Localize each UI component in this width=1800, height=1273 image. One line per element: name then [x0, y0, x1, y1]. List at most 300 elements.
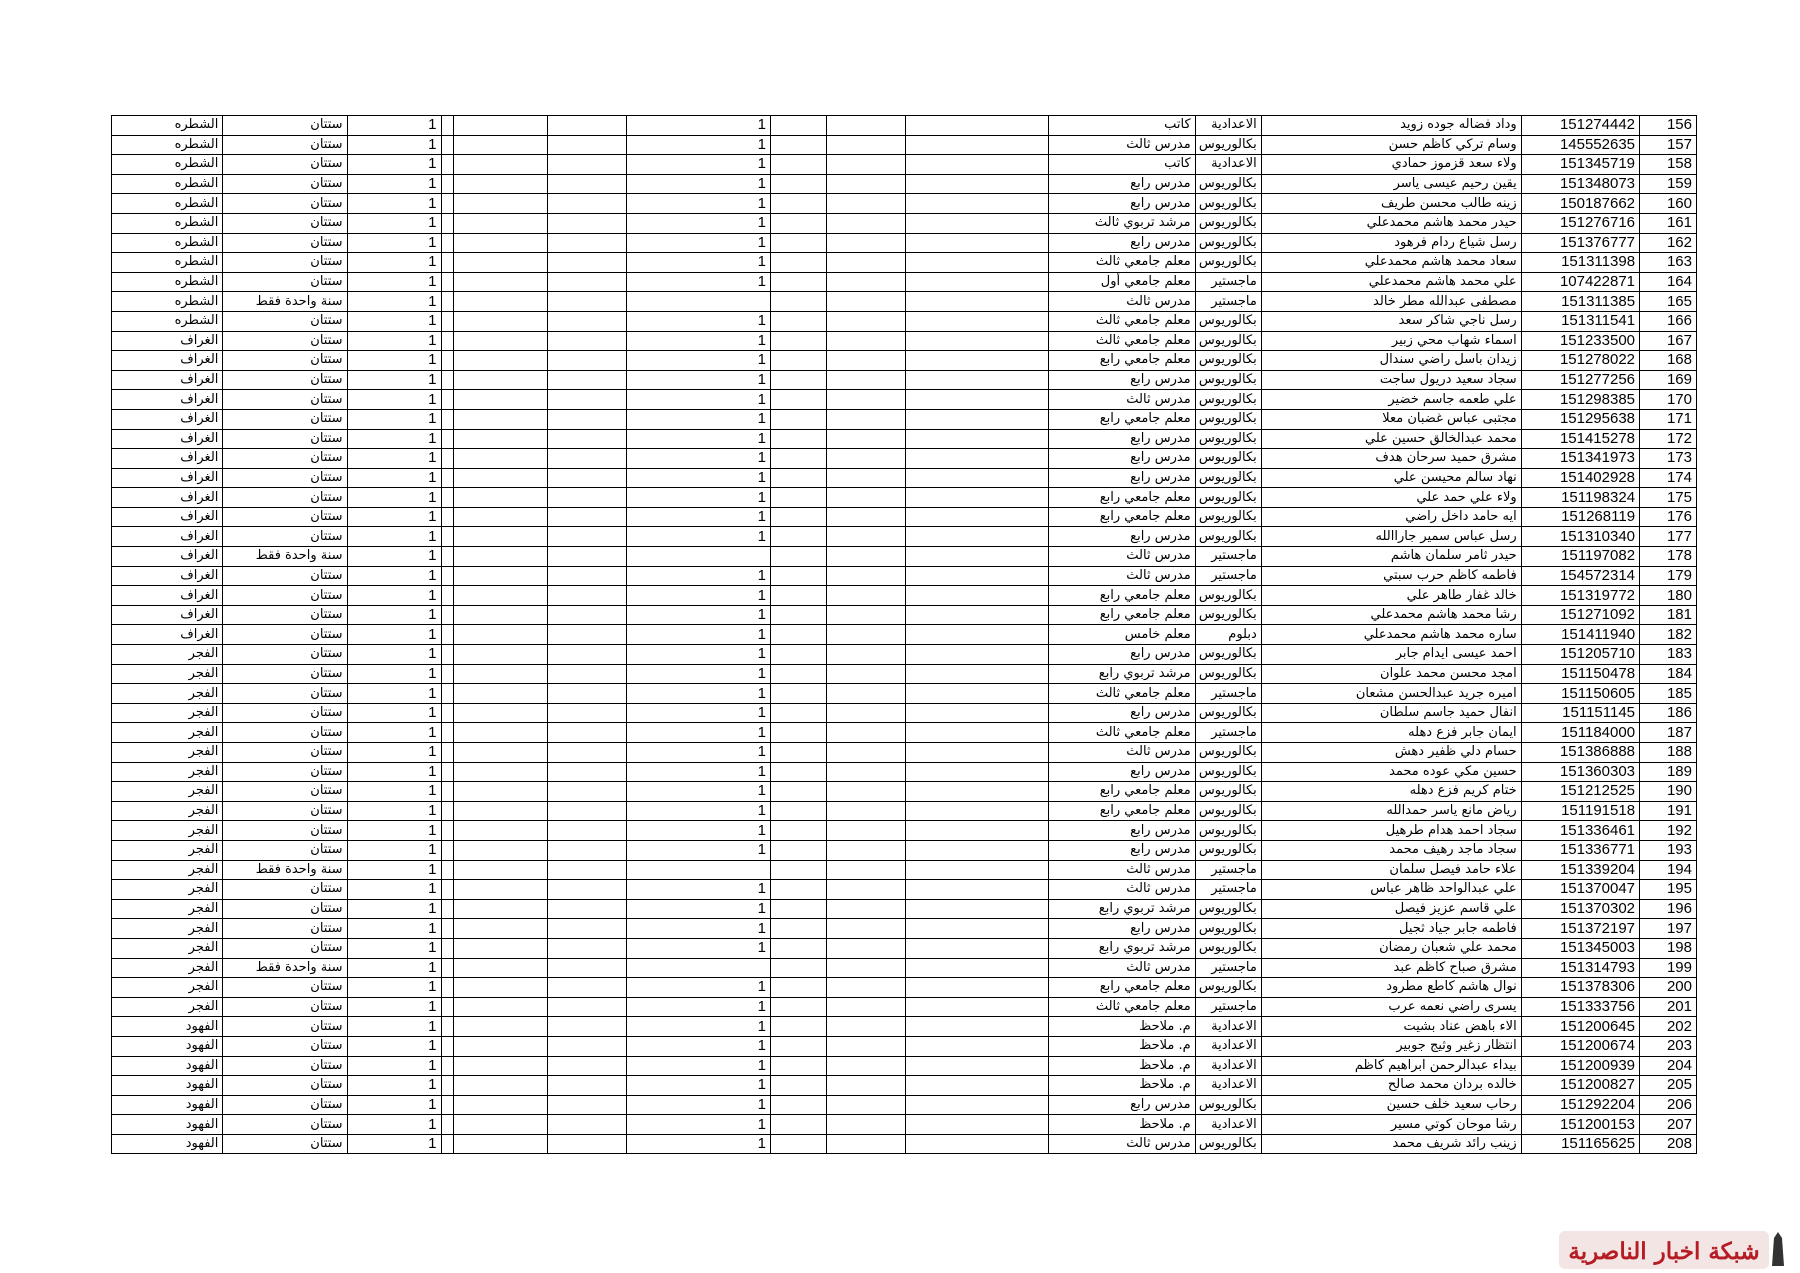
cell-job-title: مدرس رابع — [1049, 1095, 1195, 1115]
cell-full-name: ساره محمد هاشم محمدعلي — [1261, 625, 1521, 645]
table-body — [112, 116, 1697, 1154]
cell-duration: ستتان — [223, 743, 347, 763]
table-row — [112, 1134, 1697, 1154]
cell-blank-e — [826, 1017, 905, 1037]
cell-blank-c — [548, 547, 627, 567]
cell-job-title: مدرس رابع — [1049, 762, 1195, 782]
cell-blank-c — [548, 370, 627, 390]
cell-flag: 1 — [627, 1036, 771, 1056]
cell-blank-b — [454, 213, 548, 233]
cell-district: الغراف — [112, 586, 223, 606]
cell-blank-f — [905, 840, 1049, 860]
cell-blank-b — [454, 233, 548, 253]
cell-job-title: معلم جامعي رابع — [1049, 605, 1195, 625]
cell-blank-c — [548, 409, 627, 429]
cell-blank-e — [826, 409, 905, 429]
cell-full-name: رسل ناجي شاكر سعد — [1261, 311, 1521, 331]
table-row — [112, 723, 1697, 743]
cell-blank-e — [826, 821, 905, 841]
cell-employee-id: 151336771 — [1521, 840, 1639, 860]
cell-blank-f — [905, 429, 1049, 449]
cell-blank-b — [454, 840, 548, 860]
cell-blank-b — [454, 978, 548, 998]
cell-count: 1 — [347, 527, 441, 547]
cell-employee-id: 151345003 — [1521, 938, 1639, 958]
cell-qualification: الاعدادية — [1195, 155, 1261, 175]
cell-qualification: ماجستير — [1195, 723, 1261, 743]
cell-job-title: معلم جامعي رابع — [1049, 782, 1195, 802]
cell-flag — [627, 292, 771, 312]
cell-blank-e — [826, 566, 905, 586]
cell-district: الشطره — [112, 174, 223, 194]
cell-employee-id: 150187662 — [1521, 194, 1639, 214]
cell-duration: ستتان — [223, 566, 347, 586]
cell-blank-e — [826, 253, 905, 273]
cell-blank-f — [905, 253, 1049, 273]
cell-district: الفهود — [112, 1056, 223, 1076]
cell-duration: ستتان — [223, 1056, 347, 1076]
cell-full-name: انتظار زغير وثيج جوبير — [1261, 1036, 1521, 1056]
cell-full-name: انفال حميد جاسم سلطان — [1261, 703, 1521, 723]
cell-blank-f — [905, 821, 1049, 841]
cell-blank-a — [441, 116, 454, 136]
cell-full-name: ختام كريم فزع دهله — [1261, 782, 1521, 802]
cell-full-name: علي طعمه جاسم خضير — [1261, 390, 1521, 410]
cell-blank-d — [771, 958, 827, 978]
cell-serial: 180 — [1640, 586, 1697, 606]
cell-flag: 1 — [627, 880, 771, 900]
cell-blank-a — [441, 743, 454, 763]
cell-blank-a — [441, 213, 454, 233]
table-row — [112, 664, 1697, 684]
cell-job-title: معلم جامعي أول — [1049, 272, 1195, 292]
cell-blank-b — [454, 135, 548, 155]
cell-job-title: مدرس رابع — [1049, 703, 1195, 723]
cell-blank-d — [771, 997, 827, 1017]
cell-full-name: نوال هاشم كاطع مطرود — [1261, 978, 1521, 998]
cell-qualification: الاعدادية — [1195, 116, 1261, 136]
cell-blank-d — [771, 1076, 827, 1096]
cell-employee-id: 151348073 — [1521, 174, 1639, 194]
cell-job-title: مدرس ثالث — [1049, 547, 1195, 567]
cell-qualification: بكالوريوس — [1195, 801, 1261, 821]
cell-blank-f — [905, 938, 1049, 958]
cell-blank-f — [905, 743, 1049, 763]
cell-count: 1 — [347, 116, 441, 136]
cell-blank-a — [441, 1095, 454, 1115]
cell-blank-d — [771, 1017, 827, 1037]
cell-blank-c — [548, 1076, 627, 1096]
cell-blank-a — [441, 860, 454, 880]
cell-blank-a — [441, 1036, 454, 1056]
cell-blank-c — [548, 331, 627, 351]
cell-blank-c — [548, 351, 627, 371]
cell-employee-id: 151200153 — [1521, 1115, 1639, 1135]
cell-employee-id: 151197082 — [1521, 547, 1639, 567]
cell-count: 1 — [347, 899, 441, 919]
cell-blank-a — [441, 311, 454, 331]
cell-blank-b — [454, 899, 548, 919]
cell-blank-b — [454, 723, 548, 743]
cell-qualification: بكالوريوس — [1195, 449, 1261, 469]
cell-blank-e — [826, 664, 905, 684]
cell-serial: 188 — [1640, 743, 1697, 763]
cell-blank-e — [826, 625, 905, 645]
cell-duration: ستتان — [223, 1076, 347, 1096]
cell-duration: ستتان — [223, 409, 347, 429]
cell-flag: 1 — [627, 1056, 771, 1076]
cell-full-name: رسل شياع ردام فرهود — [1261, 233, 1521, 253]
cell-blank-a — [441, 194, 454, 214]
cell-blank-e — [826, 958, 905, 978]
cell-blank-f — [905, 1134, 1049, 1154]
cell-district: الشطره — [112, 292, 223, 312]
cell-full-name: فاطمه جابر جياد ثجيل — [1261, 919, 1521, 939]
cell-blank-a — [441, 1134, 454, 1154]
cell-blank-d — [771, 978, 827, 998]
cell-blank-f — [905, 1017, 1049, 1037]
cell-blank-d — [771, 1056, 827, 1076]
cell-blank-c — [548, 213, 627, 233]
cell-qualification: بكالوريوس — [1195, 586, 1261, 606]
cell-blank-b — [454, 468, 548, 488]
cell-count: 1 — [347, 1115, 441, 1135]
cell-qualification: ماجستير — [1195, 997, 1261, 1017]
cell-flag: 1 — [627, 684, 771, 704]
cell-blank-a — [441, 605, 454, 625]
cell-serial: 169 — [1640, 370, 1697, 390]
cell-blank-f — [905, 507, 1049, 527]
cell-district: الغراف — [112, 370, 223, 390]
table-row — [112, 743, 1697, 763]
cell-blank-d — [771, 821, 827, 841]
cell-full-name: ايمان جابر فزع دهله — [1261, 723, 1521, 743]
cell-job-title: معلم جامعي ثالث — [1049, 997, 1195, 1017]
cell-blank-d — [771, 194, 827, 214]
cell-job-title: مدرس ثالث — [1049, 390, 1195, 410]
cell-flag: 1 — [627, 938, 771, 958]
cell-employee-id: 151336461 — [1521, 821, 1639, 841]
table-row — [112, 919, 1697, 939]
cell-employee-id: 151278022 — [1521, 351, 1639, 371]
table-row — [112, 253, 1697, 273]
cell-qualification: بكالوريوس — [1195, 762, 1261, 782]
cell-blank-b — [454, 821, 548, 841]
cell-employee-id: 151311398 — [1521, 253, 1639, 273]
cell-blank-e — [826, 782, 905, 802]
cell-blank-f — [905, 703, 1049, 723]
cell-blank-c — [548, 978, 627, 998]
cell-blank-e — [826, 997, 905, 1017]
cell-serial: 184 — [1640, 664, 1697, 684]
cell-district: الفجر — [112, 762, 223, 782]
cell-duration: ستتان — [223, 938, 347, 958]
cell-full-name: حسام دلي ظفير دهش — [1261, 743, 1521, 763]
cell-blank-a — [441, 703, 454, 723]
cell-duration: ستتان — [223, 370, 347, 390]
cell-blank-f — [905, 116, 1049, 136]
cell-blank-e — [826, 547, 905, 567]
cell-blank-a — [441, 782, 454, 802]
cell-blank-d — [771, 311, 827, 331]
cell-blank-b — [454, 664, 548, 684]
cell-count: 1 — [347, 488, 441, 508]
cell-blank-a — [441, 233, 454, 253]
cell-blank-a — [441, 507, 454, 527]
cell-count: 1 — [347, 1017, 441, 1037]
cell-job-title: كاتب — [1049, 116, 1195, 136]
cell-blank-f — [905, 233, 1049, 253]
cell-blank-c — [548, 1017, 627, 1037]
cell-job-title: مدرس رابع — [1049, 174, 1195, 194]
cell-blank-b — [454, 331, 548, 351]
cell-job-title: مرشد تربوي رابع — [1049, 938, 1195, 958]
cell-flag: 1 — [627, 429, 771, 449]
cell-blank-a — [441, 135, 454, 155]
cell-district: الفجر — [112, 840, 223, 860]
cell-employee-id: 151233500 — [1521, 331, 1639, 351]
cell-job-title: م. ملاحظ — [1049, 1076, 1195, 1096]
cell-blank-b — [454, 743, 548, 763]
cell-qualification: بكالوريوس — [1195, 1134, 1261, 1154]
cell-count: 1 — [347, 782, 441, 802]
cell-district: الغراف — [112, 566, 223, 586]
cell-blank-f — [905, 311, 1049, 331]
cell-blank-d — [771, 292, 827, 312]
cell-blank-c — [548, 390, 627, 410]
cell-full-name: امجد محسن محمد علوان — [1261, 664, 1521, 684]
cell-serial: 179 — [1640, 566, 1697, 586]
cell-flag: 1 — [627, 507, 771, 527]
cell-full-name: مجتبى عباس غضبان معلا — [1261, 409, 1521, 429]
table-row — [112, 782, 1697, 802]
cell-duration: ستتان — [223, 429, 347, 449]
cell-qualification: الاعدادية — [1195, 1115, 1261, 1135]
cell-duration: ستتان — [223, 978, 347, 998]
cell-blank-c — [548, 292, 627, 312]
cell-qualification: بكالوريوس — [1195, 370, 1261, 390]
cell-blank-b — [454, 488, 548, 508]
cell-blank-a — [441, 762, 454, 782]
cell-serial: 194 — [1640, 860, 1697, 880]
cell-blank-a — [441, 821, 454, 841]
cell-serial: 199 — [1640, 958, 1697, 978]
cell-duration: ستتان — [223, 880, 347, 900]
cell-qualification: بكالوريوس — [1195, 311, 1261, 331]
cell-employee-id: 151295638 — [1521, 409, 1639, 429]
cell-qualification: بكالوريوس — [1195, 605, 1261, 625]
cell-blank-a — [441, 272, 454, 292]
cell-count: 1 — [347, 253, 441, 273]
cell-qualification: ماجستير — [1195, 958, 1261, 978]
cell-employee-id: 151200674 — [1521, 1036, 1639, 1056]
cell-qualification: بكالوريوس — [1195, 507, 1261, 527]
cell-blank-d — [771, 390, 827, 410]
cell-serial: 187 — [1640, 723, 1697, 743]
cell-blank-e — [826, 703, 905, 723]
table-row — [112, 880, 1697, 900]
cell-flag: 1 — [627, 488, 771, 508]
cell-blank-e — [826, 233, 905, 253]
cell-full-name: ولاء سعد قزموز حمادي — [1261, 155, 1521, 175]
cell-blank-d — [771, 919, 827, 939]
cell-blank-f — [905, 1076, 1049, 1096]
cell-district: الشطره — [112, 155, 223, 175]
cell-blank-d — [771, 762, 827, 782]
cell-flag: 1 — [627, 978, 771, 998]
cell-duration: ستتان — [223, 488, 347, 508]
cell-blank-a — [441, 409, 454, 429]
cell-blank-f — [905, 880, 1049, 900]
cell-count: 1 — [347, 840, 441, 860]
cell-blank-d — [771, 155, 827, 175]
table-row — [112, 625, 1697, 645]
cell-blank-a — [441, 919, 454, 939]
cell-job-title: كاتب — [1049, 155, 1195, 175]
cell-employee-id: 151319772 — [1521, 586, 1639, 606]
cell-duration: ستتان — [223, 213, 347, 233]
cell-job-title: معلم جامعي رابع — [1049, 507, 1195, 527]
cell-district: الفجر — [112, 684, 223, 704]
cell-qualification: بكالوريوس — [1195, 527, 1261, 547]
cell-blank-e — [826, 723, 905, 743]
cell-full-name: زينه طالب محسن طريف — [1261, 194, 1521, 214]
cell-full-name: اميره جريد عبدالحسن مشعان — [1261, 684, 1521, 704]
cell-serial: 192 — [1640, 821, 1697, 841]
cell-job-title: مدرس رابع — [1049, 919, 1195, 939]
cell-full-name: سعاد محمد هاشم محمدعلي — [1261, 253, 1521, 273]
cell-blank-c — [548, 625, 627, 645]
cell-serial: 168 — [1640, 351, 1697, 371]
cell-blank-f — [905, 801, 1049, 821]
table-row — [112, 507, 1697, 527]
table-row — [112, 174, 1697, 194]
cell-blank-a — [441, 1017, 454, 1037]
cell-blank-a — [441, 449, 454, 469]
table-row — [112, 860, 1697, 880]
table-row — [112, 135, 1697, 155]
cell-blank-c — [548, 840, 627, 860]
table-row — [112, 1095, 1697, 1115]
cell-duration: ستتان — [223, 782, 347, 802]
cell-blank-c — [548, 782, 627, 802]
cell-full-name: زينب رائد شريف محمد — [1261, 1134, 1521, 1154]
cell-blank-c — [548, 899, 627, 919]
cell-blank-f — [905, 488, 1049, 508]
cell-blank-a — [441, 292, 454, 312]
cell-district: الفهود — [112, 1115, 223, 1135]
cell-blank-c — [548, 488, 627, 508]
cell-qualification: الاعدادية — [1195, 1076, 1261, 1096]
table-row — [112, 311, 1697, 331]
cell-blank-b — [454, 1017, 548, 1037]
cell-blank-f — [905, 272, 1049, 292]
cell-duration: ستتان — [223, 527, 347, 547]
cell-blank-a — [441, 331, 454, 351]
cell-blank-c — [548, 919, 627, 939]
table-row — [112, 272, 1697, 292]
table-row — [112, 1017, 1697, 1037]
cell-full-name: اسماء شهاب محي زبير — [1261, 331, 1521, 351]
cell-blank-e — [826, 213, 905, 233]
cell-blank-b — [454, 507, 548, 527]
cell-full-name: مشرق صباح كاظم عبد — [1261, 958, 1521, 978]
table-row — [112, 1056, 1697, 1076]
table-row — [112, 1036, 1697, 1056]
cell-duration: ستتان — [223, 351, 347, 371]
cell-flag: 1 — [627, 703, 771, 723]
table-row — [112, 468, 1697, 488]
cell-full-name: سجاد احمد هدام طرهيل — [1261, 821, 1521, 841]
cell-serial: 198 — [1640, 938, 1697, 958]
cell-blank-a — [441, 978, 454, 998]
cell-serial: 191 — [1640, 801, 1697, 821]
cell-blank-d — [771, 664, 827, 684]
cell-blank-f — [905, 155, 1049, 175]
cell-employee-id: 151212525 — [1521, 782, 1639, 802]
cell-flag: 1 — [627, 213, 771, 233]
cell-job-title: معلم جامعي رابع — [1049, 978, 1195, 998]
cell-district: الفهود — [112, 1076, 223, 1096]
cell-flag: 1 — [627, 840, 771, 860]
cell-job-title: مرشد تربوي رابع — [1049, 899, 1195, 919]
cell-full-name: محمد علي شعبان رمضان — [1261, 938, 1521, 958]
cell-job-title: مرشد تربوي رابع — [1049, 664, 1195, 684]
cell-blank-e — [826, 762, 905, 782]
cell-blank-f — [905, 351, 1049, 371]
cell-blank-d — [771, 409, 827, 429]
cell-blank-b — [454, 174, 548, 194]
cell-blank-e — [826, 1076, 905, 1096]
table-row — [112, 566, 1697, 586]
cell-employee-id: 151298385 — [1521, 390, 1639, 410]
cell-flag: 1 — [627, 743, 771, 763]
cell-serial: 200 — [1640, 978, 1697, 998]
cell-blank-e — [826, 449, 905, 469]
cell-blank-c — [548, 664, 627, 684]
cell-district: الشطره — [112, 233, 223, 253]
cell-district: الفجر — [112, 880, 223, 900]
table-row — [112, 703, 1697, 723]
cell-job-title: معلم خامس — [1049, 625, 1195, 645]
cell-blank-f — [905, 1095, 1049, 1115]
cell-flag: 1 — [627, 782, 771, 802]
cell-flag: 1 — [627, 527, 771, 547]
cell-duration: ستتان — [223, 821, 347, 841]
cell-blank-b — [454, 782, 548, 802]
cell-qualification: الاعدادية — [1195, 1036, 1261, 1056]
cell-blank-f — [905, 135, 1049, 155]
cell-blank-e — [826, 743, 905, 763]
cell-district: الغراف — [112, 390, 223, 410]
cell-qualification: بكالوريوس — [1195, 135, 1261, 155]
cell-full-name: علاء حامد فيصل سلمان — [1261, 860, 1521, 880]
cell-blank-c — [548, 272, 627, 292]
cell-district: الغراف — [112, 468, 223, 488]
cell-blank-d — [771, 703, 827, 723]
cell-serial: 202 — [1640, 1017, 1697, 1037]
cell-flag: 1 — [627, 233, 771, 253]
cell-blank-a — [441, 723, 454, 743]
cell-blank-e — [826, 507, 905, 527]
cell-blank-a — [441, 174, 454, 194]
cell-district: الغراف — [112, 488, 223, 508]
cell-duration: ستتان — [223, 840, 347, 860]
cell-blank-d — [771, 743, 827, 763]
cell-blank-a — [441, 468, 454, 488]
cell-full-name: ايه حامد داخل راضي — [1261, 507, 1521, 527]
cell-duration: ستتان — [223, 645, 347, 665]
